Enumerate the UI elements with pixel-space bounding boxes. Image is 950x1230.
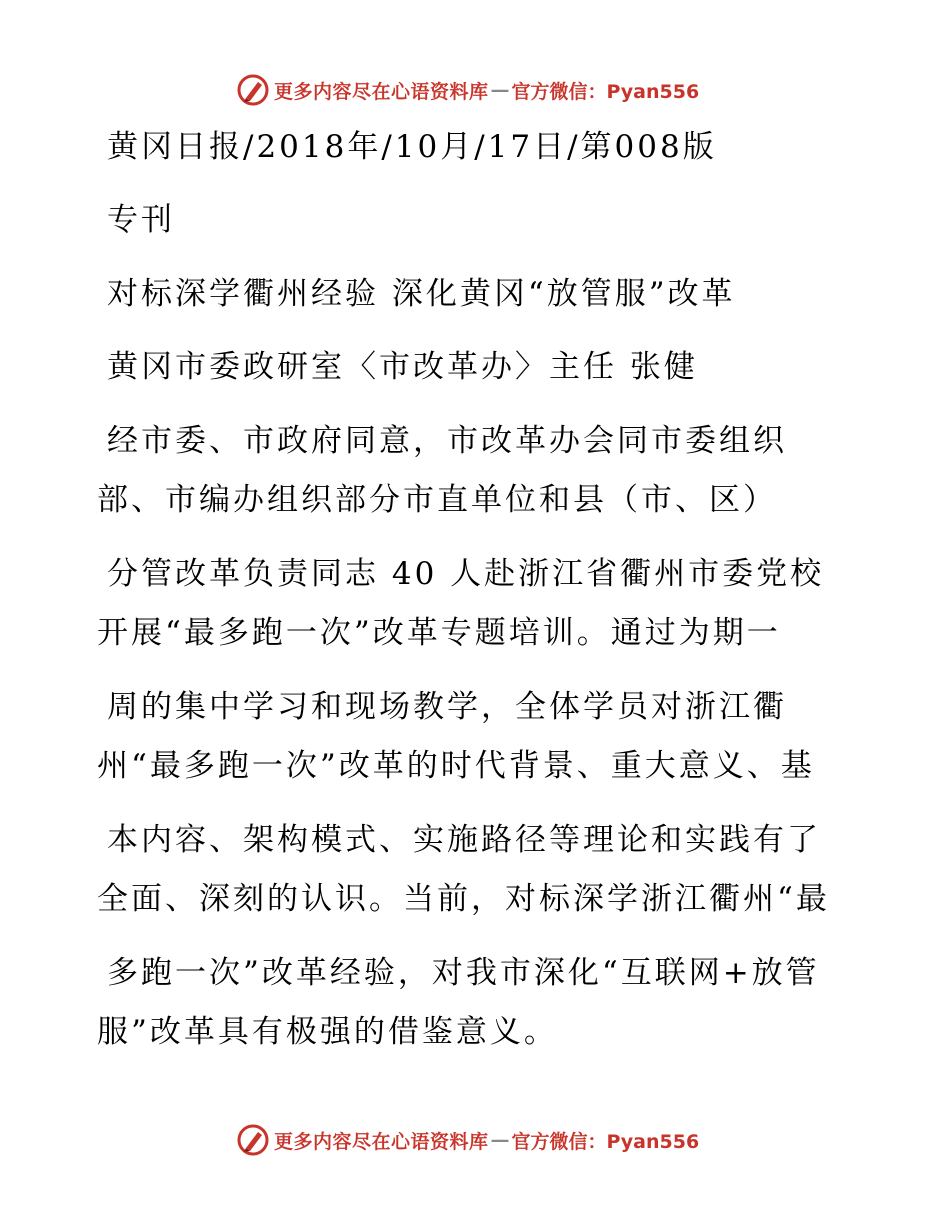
watermark-banner-bottom — [236, 1122, 716, 1158]
author-line: 黄冈市委政研室〈市改革办〉主任 张健 — [107, 349, 698, 385]
pen-logo-icon — [236, 1123, 270, 1157]
section-label: 专刊 — [107, 202, 175, 238]
banner-text: 更多内容尽在心语资料库 — [274, 80, 489, 103]
watermark-banner-top — [236, 72, 716, 108]
banner-separator: — — [490, 1129, 510, 1151]
banner-text: 更多内容尽在心语资料库 — [274, 1130, 489, 1153]
body-line: 州“最多跑一次”改革的时代背景、重大意义、基 — [97, 748, 815, 784]
body-line: 开展“最多跑一次”改革专题培训。通过为期一 — [97, 615, 781, 651]
banner-wechat: 官方微信：Pyan556 — [511, 80, 700, 103]
pen-logo-icon — [236, 73, 270, 107]
banner-separator: — — [490, 79, 510, 101]
body-line: 分管改革负责同志 40 人赴浙江省衢州市委党校 — [107, 556, 825, 592]
body-line: 多跑一次”改革经验，对我市深化“互联网+放管 — [107, 955, 820, 991]
body-line: 服”改革具有极强的借鉴意义。 — [97, 1014, 558, 1050]
body-line: 周的集中学习和现场教学，全体学员对浙江衢 — [107, 689, 787, 725]
body-line: 全面、深刻的认识。当前，对标深学浙江衢州“最 — [97, 881, 830, 917]
banner-wechat: 官方微信：Pyan556 — [511, 1130, 700, 1153]
source-line: 黄冈日报/2018年/10月/17日/第008版 — [107, 129, 717, 165]
body-line: 经市委、市政府同意，市改革办会同市委组织 — [107, 423, 787, 459]
body-line: 部、市编办组织部分市直单位和县（市、区） — [97, 482, 777, 518]
body-line: 本内容、架构模式、实施路径等理论和实践有了 — [107, 822, 821, 858]
article-title: 对标深学衢州经验 深化黄冈“放管服”改革 — [107, 276, 736, 312]
